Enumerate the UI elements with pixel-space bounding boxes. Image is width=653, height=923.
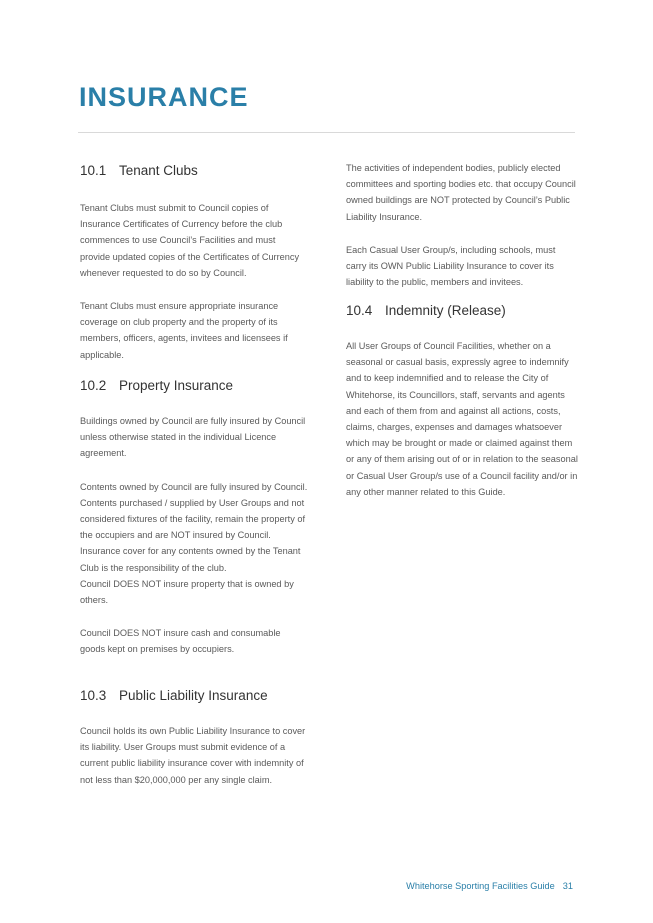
paragraph: Contents owned by Council are fully insured by Council. Contents purchased / supplied by User Groups and not considered fixtures of the facility, remain the property of the occupiers and are NOT insured by Council. Insurance cover for any contents owned by the Tenant Club is the responsibility of the club. bbox=[80, 481, 308, 573]
section-title: Property Insurance bbox=[119, 378, 234, 393]
section-heading bbox=[80, 377, 308, 395]
section-public-liability-continued bbox=[346, 160, 578, 307]
section-number: 10.1 bbox=[80, 163, 107, 178]
section-number: 10.3 bbox=[80, 688, 107, 703]
page-footer bbox=[406, 880, 573, 892]
paragraph: All User Groups of Council Facilities, whether on a seasonal or casual basis, expressly agree to indemnify and to keep indemnified and to release the City of Whitehorse, its Councillors, staff, servants and agents and each of them from and against all actions, costs, claims, charges, expenses and damages whatsoever which may be brought or made or claimed against them or any of them arising out of or in relation to the seasonal or Casual User Group/s use of a Council facility and/or in any other manner related to this Guide. bbox=[346, 341, 578, 497]
paragraph: Tenant Clubs must ensure appropriate insurance coverage on club property and the property of its members, officers, agents, invitees and licensees if applicable. bbox=[80, 301, 288, 360]
section-number: 10.4 bbox=[346, 303, 373, 318]
section-heading bbox=[80, 687, 308, 705]
section-indemnity bbox=[346, 302, 578, 517]
section-title: Public Liability Insurance bbox=[119, 688, 268, 703]
paragraph: Tenant Clubs must submit to Council copies of Insurance Certificates of Currency before the club commences to use Council’s Facilities and must provide updated copies of the Certificates of Currency whenever requested to do so by Council. bbox=[80, 203, 300, 278]
footer-guide-title: Whitehorse Sporting Facilities Guide bbox=[406, 881, 555, 891]
paragraph: Council DOES NOT insure cash and consumable goods kept on premises by occupiers. bbox=[80, 628, 281, 655]
section-title: Tenant Clubs bbox=[119, 163, 198, 178]
paragraph: Council holds its own Public Liability Insurance to cover its liability. User Groups must submit evidence of a current public liability insurance cover with indemnity of not less than $20,000,000 per any single claim. bbox=[80, 726, 306, 785]
section-title: Indemnity (Release) bbox=[385, 303, 506, 318]
section-number: 10.2 bbox=[80, 378, 107, 393]
page-title: INSURANCE bbox=[79, 82, 249, 112]
section-heading bbox=[80, 162, 308, 180]
title-divider bbox=[78, 132, 575, 133]
page-number: 31 bbox=[562, 881, 573, 891]
paragraph: Council DOES NOT insure property that is owned by others. bbox=[80, 578, 294, 606]
section-heading bbox=[346, 302, 578, 320]
paragraph: The activities of independent bodies, publicly elected committees and sporting bodies etc. that occupy Council owned buildings are NOT protected by Council’s Public Liability Insurance. bbox=[346, 163, 576, 222]
section-tenant-clubs bbox=[80, 162, 308, 380]
paragraph: Each Casual User Group/s, including schools, must carry its OWN Public Liability Insurance to cover its liability to the public, members and invitees. bbox=[346, 244, 556, 288]
section-public-liability bbox=[80, 687, 308, 805]
section-property-insurance bbox=[80, 377, 308, 675]
paragraph: Buildings owned by Council are fully insured by Council unless otherwise stated in the individual Licence agreement. bbox=[80, 416, 306, 459]
